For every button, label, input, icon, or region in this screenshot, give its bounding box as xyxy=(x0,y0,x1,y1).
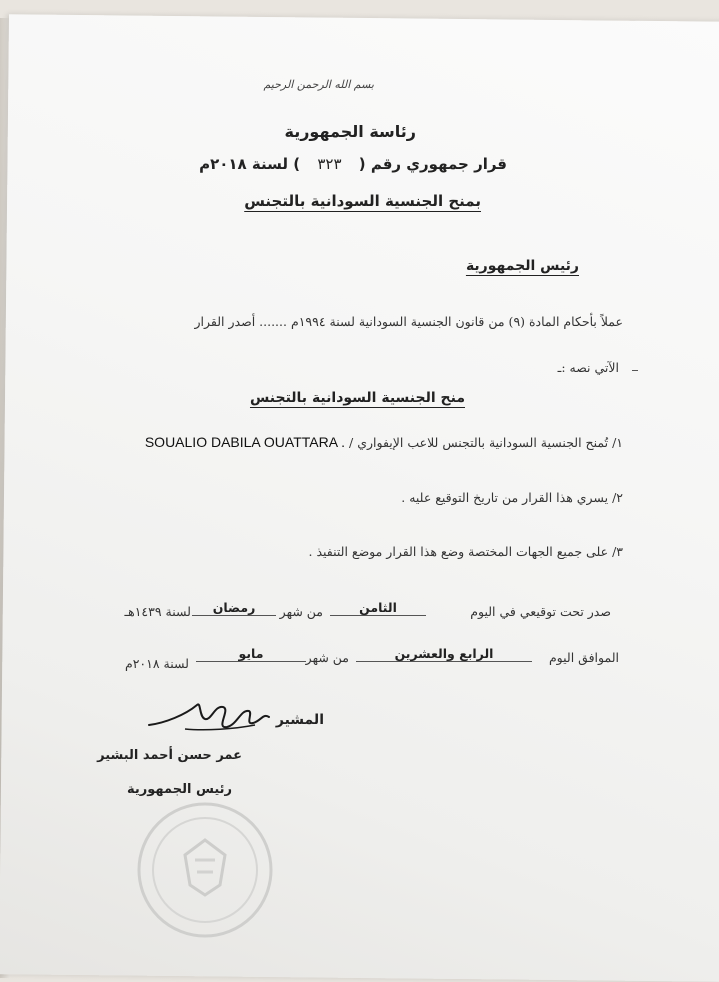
signature-rank: المشير xyxy=(275,712,324,728)
embossed-seal xyxy=(135,800,275,940)
issued-intro: صدر تحت توقيعي في اليوم xyxy=(470,604,611,619)
issued-corresponding: الموافق اليوم xyxy=(548,650,619,665)
section-title: منح الجنسية السودانية بالتجنس xyxy=(249,390,465,406)
issued-month-field: رمضان xyxy=(192,600,276,616)
addressee: رئيس الجمهورية xyxy=(465,258,579,274)
decree-number: ٣٢٣ xyxy=(317,155,342,173)
decree-line xyxy=(199,155,507,173)
issued-month2-label: من شهر xyxy=(305,650,349,665)
preamble-line-2: الآتي نصه :ـ xyxy=(557,360,619,375)
article-2-number: ٢/ xyxy=(612,490,623,505)
issued-day2-field: الرابع والعشرين xyxy=(356,646,532,662)
margin-mark xyxy=(632,370,638,371)
presidency-heading: رئاسة الجمهورية xyxy=(284,122,416,141)
signature-title: رئيس الجمهورية xyxy=(127,782,232,797)
issued-month2-field: مايو xyxy=(196,646,306,662)
decree-suffix: ) لسنة ٢٠١٨م xyxy=(199,155,301,173)
issued-gregorian-year: لسنة ٢٠١٨م xyxy=(124,656,189,671)
issued-hijri-year: لسنة ١٤٣٩هـ xyxy=(124,604,191,619)
issued-month-label: من شهر xyxy=(279,604,323,619)
article-2 xyxy=(401,490,623,505)
decree-subject: بمنح الجنسية السودانية بالتجنس xyxy=(244,192,481,210)
basmala: بسم الله الرحمن الرحيم xyxy=(263,78,374,91)
article-2-text: يسري هذا القرار من تاريخ التوقيع عليه . xyxy=(401,490,609,505)
preamble-line-1: عملاً بأحكام المادة (٩) من قانون الجنسية السودانية لسنة ١٩٩٤م ....... أصدر القرار xyxy=(194,314,623,329)
article-3-text: على جميع الجهات المختصة وضع هذا القرار موضع التنفيذ . xyxy=(308,544,609,559)
article-1-player-name: SOUALIO DABILA OUATTARA . xyxy=(144,434,346,450)
article-1 xyxy=(145,434,623,450)
issued-day-field: الثامن xyxy=(330,600,426,616)
article-3 xyxy=(309,544,623,559)
decree-prefix: قرار جمهوري رقم ( xyxy=(358,155,507,173)
article-3-number: ٣/ xyxy=(612,544,623,559)
signature-name: عمر حسن أحمد البشير xyxy=(97,748,242,763)
article-1-number: ١/ xyxy=(612,435,623,450)
article-1-text: تُمنح الجنسية السودانية بالتجنس للاعب الإيفواري / xyxy=(349,435,609,450)
signature-scribble xyxy=(145,695,295,745)
